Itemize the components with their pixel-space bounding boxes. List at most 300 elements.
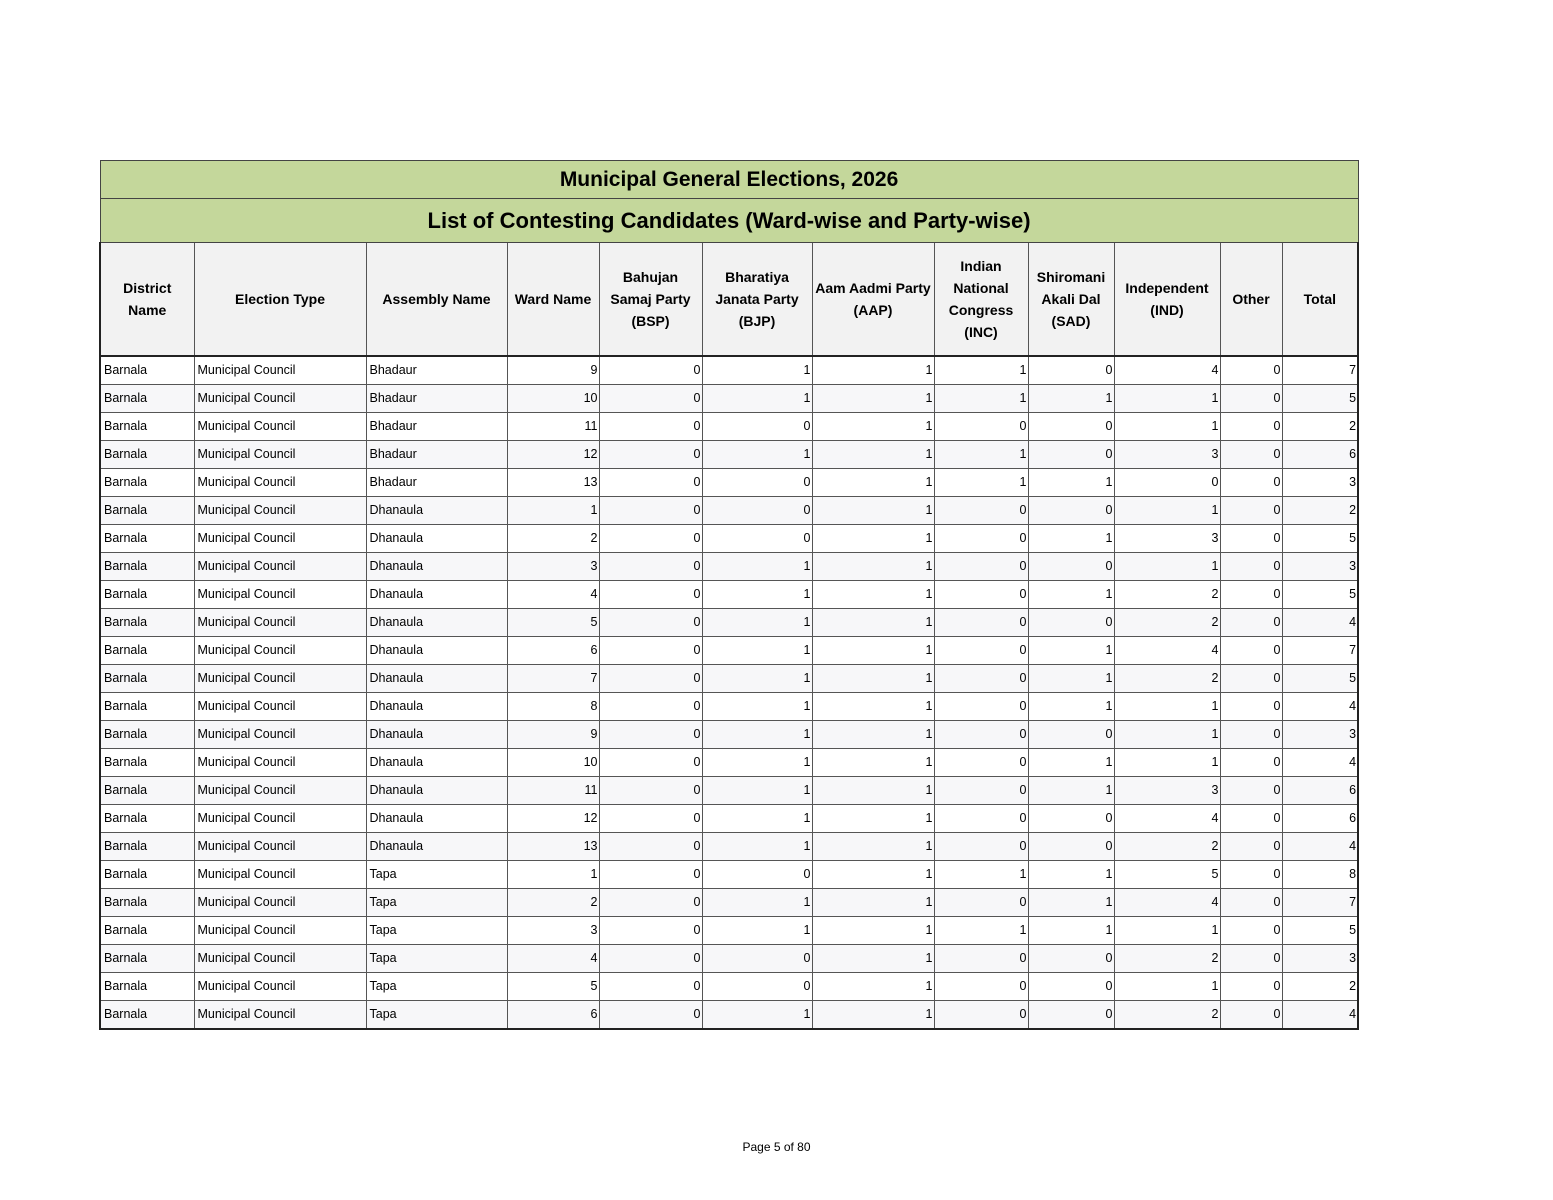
cell-ind: 2 [1114,665,1220,693]
cell-bjp: 1 [702,693,812,721]
cell-inc: 0 [934,497,1028,525]
cell-district: Barnala [100,497,194,525]
cell-aap: 1 [812,693,934,721]
cell-bsp: 0 [599,945,702,973]
cell-bsp: 0 [599,581,702,609]
cell-ind: 3 [1114,525,1220,553]
cell-election-type: Municipal Council [194,637,366,665]
cell-assembly: Tapa [366,945,507,973]
cell-other: 0 [1220,356,1282,385]
cell-aap: 1 [812,356,934,385]
cell-aap: 1 [812,441,934,469]
cell-election-type: Municipal Council [194,497,366,525]
cell-ind: 4 [1114,805,1220,833]
cell-aap: 1 [812,777,934,805]
cell-assembly: Dhanaula [366,777,507,805]
cell-total: 3 [1282,721,1358,749]
cell-assembly: Dhanaula [366,721,507,749]
cell-district: Barnala [100,917,194,945]
cell-assembly: Dhanaula [366,553,507,581]
cell-district: Barnala [100,525,194,553]
cell-inc: 0 [934,525,1028,553]
cell-district: Barnala [100,637,194,665]
cell-election-type: Municipal Council [194,553,366,581]
cell-election-type: Municipal Council [194,973,366,1001]
cell-district: Barnala [100,609,194,637]
cell-total: 4 [1282,609,1358,637]
cell-inc: 0 [934,413,1028,441]
cell-ind: 1 [1114,721,1220,749]
cell-district: Barnala [100,665,194,693]
cell-ind: 0 [1114,469,1220,497]
cell-election-type: Municipal Council [194,805,366,833]
cell-other: 0 [1220,721,1282,749]
cell-bsp: 0 [599,356,702,385]
cell-bsp: 0 [599,553,702,581]
cell-other: 0 [1220,469,1282,497]
cell-election-type: Municipal Council [194,777,366,805]
cell-ward: 6 [507,1001,599,1030]
cell-inc: 1 [934,441,1028,469]
cell-bsp: 0 [599,497,702,525]
cell-total: 5 [1282,917,1358,945]
cell-ind: 2 [1114,581,1220,609]
cell-district: Barnala [100,693,194,721]
cell-election-type: Municipal Council [194,889,366,917]
cell-district: Barnala [100,889,194,917]
cell-sad: 0 [1028,721,1114,749]
cell-bsp: 0 [599,693,702,721]
cell-other: 0 [1220,917,1282,945]
cell-ward: 11 [507,413,599,441]
cell-district: Barnala [100,441,194,469]
cell-ind: 1 [1114,497,1220,525]
cell-other: 0 [1220,749,1282,777]
cell-sad: 1 [1028,525,1114,553]
cell-sad: 1 [1028,581,1114,609]
cell-ind: 3 [1114,777,1220,805]
cell-district: Barnala [100,356,194,385]
cell-district: Barnala [100,973,194,1001]
cell-election-type: Municipal Council [194,609,366,637]
cell-district: Barnala [100,385,194,413]
cell-assembly: Dhanaula [366,525,507,553]
cell-other: 0 [1220,693,1282,721]
cell-bsp: 0 [599,413,702,441]
cell-assembly: Bhadaur [366,441,507,469]
cell-ind: 2 [1114,945,1220,973]
cell-aap: 1 [812,525,934,553]
cell-other: 0 [1220,945,1282,973]
cell-ind: 1 [1114,553,1220,581]
cell-district: Barnala [100,469,194,497]
column-header-aap: Aam Aadmi Party (AAP) [812,243,934,357]
cell-bjp: 0 [702,413,812,441]
cell-bsp: 0 [599,805,702,833]
cell-aap: 1 [812,469,934,497]
cell-ind: 1 [1114,973,1220,1001]
cell-ward: 9 [507,356,599,385]
cell-sad: 0 [1028,609,1114,637]
cell-sad: 0 [1028,497,1114,525]
cell-total: 4 [1282,833,1358,861]
table-row [100,721,1358,749]
cell-sad: 0 [1028,553,1114,581]
cell-district: Barnala [100,749,194,777]
cell-bjp: 1 [702,609,812,637]
cell-district: Barnala [100,553,194,581]
cell-district: Barnala [100,805,194,833]
cell-ward: 8 [507,693,599,721]
cell-total: 4 [1282,1001,1358,1030]
table-row [100,833,1358,861]
candidates-table [99,160,1359,1030]
cell-bsp: 0 [599,917,702,945]
cell-total: 4 [1282,749,1358,777]
table-row [100,805,1358,833]
cell-election-type: Municipal Council [194,441,366,469]
cell-district: Barnala [100,945,194,973]
cell-bjp: 0 [702,945,812,973]
column-header-sad: Shiromani Akali Dal (SAD) [1028,243,1114,357]
cell-aap: 1 [812,385,934,413]
cell-ward: 6 [507,637,599,665]
cell-assembly: Bhadaur [366,385,507,413]
cell-ward: 2 [507,889,599,917]
cell-inc: 0 [934,749,1028,777]
cell-assembly: Bhadaur [366,469,507,497]
column-header-total: Total [1282,243,1358,357]
cell-assembly: Dhanaula [366,609,507,637]
cell-ward: 11 [507,777,599,805]
column-header-assembly-name: Assembly Name [366,243,507,357]
cell-other: 0 [1220,609,1282,637]
cell-aap: 1 [812,945,934,973]
cell-election-type: Municipal Council [194,693,366,721]
cell-assembly: Dhanaula [366,581,507,609]
table-row [100,553,1358,581]
cell-ind: 1 [1114,749,1220,777]
cell-inc: 1 [934,356,1028,385]
cell-total: 8 [1282,861,1358,889]
cell-bsp: 0 [599,637,702,665]
cell-total: 2 [1282,973,1358,1001]
cell-ward: 5 [507,973,599,1001]
table-row [100,665,1358,693]
table-body [100,356,1358,1029]
cell-ward: 1 [507,497,599,525]
table-row [100,945,1358,973]
column-header-district-name: District Name [100,243,194,357]
table-row [100,693,1358,721]
column-header-bjp: Bharatiya Janata Party (BJP) [702,243,812,357]
cell-bjp: 0 [702,469,812,497]
cell-sad: 0 [1028,1001,1114,1030]
cell-district: Barnala [100,1001,194,1030]
cell-inc: 1 [934,861,1028,889]
cell-bsp: 0 [599,1001,702,1030]
cell-aap: 1 [812,609,934,637]
cell-other: 0 [1220,833,1282,861]
cell-bjp: 1 [702,749,812,777]
cell-bsp: 0 [599,973,702,1001]
cell-other: 0 [1220,553,1282,581]
cell-total: 4 [1282,693,1358,721]
cell-inc: 0 [934,945,1028,973]
table-row [100,889,1358,917]
table-row [100,637,1358,665]
spreadsheet-page [99,160,1357,1030]
cell-assembly: Dhanaula [366,805,507,833]
cell-total: 3 [1282,945,1358,973]
cell-aap: 1 [812,553,934,581]
cell-bsp: 0 [599,609,702,637]
cell-bsp: 0 [599,385,702,413]
column-header-row [100,243,1358,357]
cell-sad: 1 [1028,861,1114,889]
cell-ind: 1 [1114,693,1220,721]
cell-district: Barnala [100,777,194,805]
table-row [100,525,1358,553]
cell-aap: 1 [812,973,934,1001]
cell-bjp: 1 [702,833,812,861]
table-row [100,497,1358,525]
cell-sad: 0 [1028,805,1114,833]
cell-bsp: 0 [599,777,702,805]
cell-bjp: 1 [702,665,812,693]
cell-ind: 4 [1114,637,1220,665]
cell-sad: 0 [1028,833,1114,861]
cell-election-type: Municipal Council [194,861,366,889]
cell-election-type: Municipal Council [194,525,366,553]
cell-sad: 1 [1028,693,1114,721]
table-row [100,413,1358,441]
cell-total: 5 [1282,665,1358,693]
cell-bjp: 0 [702,525,812,553]
cell-bjp: 1 [702,581,812,609]
cell-total: 6 [1282,441,1358,469]
cell-inc: 1 [934,385,1028,413]
cell-inc: 1 [934,469,1028,497]
cell-bjp: 1 [702,805,812,833]
table-row [100,973,1358,1001]
sheet-subtitle: List of Contesting Candidates (Ward-wise and Party-wise) [100,199,1358,243]
cell-total: 7 [1282,637,1358,665]
cell-bsp: 0 [599,469,702,497]
cell-sad: 0 [1028,356,1114,385]
cell-bsp: 0 [599,525,702,553]
cell-bsp: 0 [599,889,702,917]
cell-bjp: 1 [702,889,812,917]
cell-other: 0 [1220,1001,1282,1030]
cell-other: 0 [1220,581,1282,609]
cell-ind: 4 [1114,356,1220,385]
cell-election-type: Municipal Council [194,721,366,749]
cell-total: 7 [1282,889,1358,917]
cell-ward: 10 [507,749,599,777]
cell-bjp: 1 [702,356,812,385]
cell-sad: 1 [1028,889,1114,917]
table-row [100,441,1358,469]
cell-bjp: 0 [702,973,812,1001]
cell-ward: 4 [507,581,599,609]
cell-assembly: Tapa [366,1001,507,1030]
column-header-election-type: Election Type [194,243,366,357]
cell-inc: 1 [934,917,1028,945]
cell-bsp: 0 [599,833,702,861]
cell-bjp: 1 [702,1001,812,1030]
cell-aap: 1 [812,833,934,861]
cell-ward: 2 [507,525,599,553]
column-header-ind: Independent (IND) [1114,243,1220,357]
cell-other: 0 [1220,497,1282,525]
cell-inc: 0 [934,665,1028,693]
cell-aap: 1 [812,917,934,945]
table-row [100,356,1358,385]
cell-total: 2 [1282,497,1358,525]
cell-inc: 0 [934,1001,1028,1030]
cell-aap: 1 [812,749,934,777]
cell-bsp: 0 [599,861,702,889]
cell-assembly: Bhadaur [366,413,507,441]
page-number: Page 5 of 80 [742,1140,811,1154]
table-row [100,469,1358,497]
cell-bjp: 0 [702,861,812,889]
cell-other: 0 [1220,777,1282,805]
cell-total: 7 [1282,356,1358,385]
table-row [100,385,1358,413]
cell-assembly: Dhanaula [366,749,507,777]
cell-election-type: Municipal Council [194,665,366,693]
cell-election-type: Municipal Council [194,1001,366,1030]
cell-inc: 0 [934,609,1028,637]
cell-other: 0 [1220,973,1282,1001]
cell-bjp: 1 [702,637,812,665]
cell-other: 0 [1220,525,1282,553]
cell-district: Barnala [100,721,194,749]
cell-ward: 7 [507,665,599,693]
cell-ward: 13 [507,833,599,861]
cell-ward: 4 [507,945,599,973]
cell-sad: 0 [1028,973,1114,1001]
cell-total: 3 [1282,553,1358,581]
cell-ward: 9 [507,721,599,749]
cell-other: 0 [1220,413,1282,441]
cell-inc: 0 [934,805,1028,833]
cell-inc: 0 [934,693,1028,721]
cell-aap: 1 [812,805,934,833]
cell-ind: 2 [1114,1001,1220,1030]
cell-bjp: 1 [702,917,812,945]
cell-sad: 0 [1028,413,1114,441]
cell-assembly: Tapa [366,973,507,1001]
cell-district: Barnala [100,581,194,609]
cell-election-type: Municipal Council [194,413,366,441]
cell-other: 0 [1220,385,1282,413]
cell-total: 5 [1282,581,1358,609]
cell-inc: 0 [934,777,1028,805]
cell-inc: 0 [934,581,1028,609]
cell-total: 2 [1282,413,1358,441]
cell-total: 5 [1282,525,1358,553]
cell-assembly: Tapa [366,889,507,917]
cell-ward: 5 [507,609,599,637]
cell-ward: 10 [507,385,599,413]
cell-assembly: Dhanaula [366,665,507,693]
cell-ind: 4 [1114,889,1220,917]
cell-ind: 1 [1114,413,1220,441]
cell-sad: 1 [1028,469,1114,497]
cell-total: 6 [1282,805,1358,833]
cell-assembly: Bhadaur [366,356,507,385]
cell-inc: 0 [934,889,1028,917]
cell-election-type: Municipal Council [194,581,366,609]
cell-ward: 12 [507,805,599,833]
cell-assembly: Dhanaula [366,497,507,525]
cell-aap: 1 [812,721,934,749]
cell-assembly: Tapa [366,861,507,889]
column-header-other: Other [1220,243,1282,357]
cell-aap: 1 [812,637,934,665]
cell-total: 5 [1282,385,1358,413]
cell-election-type: Municipal Council [194,749,366,777]
cell-bjp: 0 [702,497,812,525]
cell-other: 0 [1220,637,1282,665]
column-header-ward-name: Ward Name [507,243,599,357]
table-row [100,609,1358,637]
table-row [100,777,1358,805]
cell-aap: 1 [812,861,934,889]
cell-other: 0 [1220,441,1282,469]
cell-election-type: Municipal Council [194,469,366,497]
cell-assembly: Dhanaula [366,833,507,861]
table-row [100,581,1358,609]
cell-inc: 0 [934,721,1028,749]
cell-inc: 0 [934,973,1028,1001]
cell-other: 0 [1220,861,1282,889]
cell-sad: 1 [1028,917,1114,945]
cell-inc: 0 [934,637,1028,665]
cell-sad: 0 [1028,441,1114,469]
cell-ind: 2 [1114,609,1220,637]
cell-assembly: Tapa [366,917,507,945]
cell-bsp: 0 [599,721,702,749]
cell-district: Barnala [100,833,194,861]
cell-bjp: 1 [702,777,812,805]
cell-bjp: 1 [702,553,812,581]
table-row [100,1001,1358,1030]
cell-sad: 0 [1028,945,1114,973]
cell-ind: 1 [1114,385,1220,413]
cell-aap: 1 [812,413,934,441]
cell-aap: 1 [812,1001,934,1030]
cell-aap: 1 [812,665,934,693]
cell-other: 0 [1220,889,1282,917]
cell-aap: 1 [812,889,934,917]
cell-election-type: Municipal Council [194,945,366,973]
cell-total: 3 [1282,469,1358,497]
cell-election-type: Municipal Council [194,356,366,385]
cell-bsp: 0 [599,441,702,469]
cell-bjp: 1 [702,721,812,749]
cell-sad: 1 [1028,637,1114,665]
column-header-bsp: Bahujan Samaj Party (BSP) [599,243,702,357]
table-row [100,749,1358,777]
cell-bjp: 1 [702,441,812,469]
cell-district: Barnala [100,861,194,889]
cell-ind: 3 [1114,441,1220,469]
column-header-inc: Indian National Congress (INC) [934,243,1028,357]
